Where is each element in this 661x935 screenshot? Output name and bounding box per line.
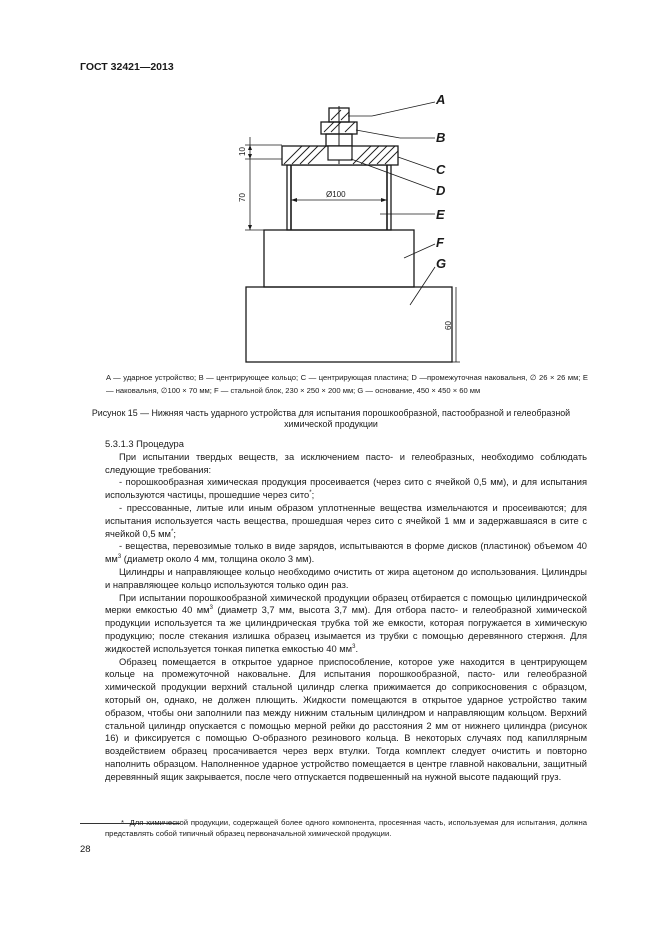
label-a: A <box>436 92 446 107</box>
label-b: B <box>436 130 446 145</box>
label-g: G <box>436 256 447 271</box>
dim-10: 10 <box>238 147 247 156</box>
paragraph-5: Цилиндры и направляющее кольцо необходимо очистить от жира ацетоном до использования. Цилиндры и направляющее кольцо используются только один раз. <box>105 566 587 590</box>
page-header: ГОСТ 32421—2013 <box>80 61 174 73</box>
paragraph-3: - прессованные, литые или иным образом уплотненные вещества измельчаются и просеиваются; для испытания используется часть вещества, прошедшая через сито с ячейкой 1 мм и задержавшаяся в сите с ячейкой 0,5 мм*; <box>105 502 587 539</box>
paragraph-7: Образец помещается в открытое ударное приспособление, которое уже находится в центрирующем кольце на промежуточной наковальне. Для испытания порошкообразной, пасто- или гелеобразной химической продукции верхний стальной цилиндр слегка прижимается до соприкосновения с образцом, который он, однако, не должен плющить. Жидкости помещаются в открытое ударное устройство таким образом, чтобы они заполнили паз между нижним стальным цилиндром и направляющим кольцом. Верхний стальной цилиндр опускается с помощью мерной рейки до расстояния 2 мм от нижнего цилиндра (рисунок 16) и фиксируется с помощью О-образного резинового кольца. В некоторых случаях под капиллярным воздействием образец просачивается через верх втулки. Тогда комплект следует очистить и повторно наполнить образцом. Наполненное ударное устройство помещается в центре главной наковальни, защитный деревянный ящик закрывается, после чего отпускается подвешенный на нужной высоте падающий груз. <box>105 656 587 782</box>
intermediate-anvil-d <box>328 146 352 160</box>
paragraph-1: При испытании твердых веществ, за исключением пасто- и гелеобразных, необходимо соблюдать следующие требования: <box>105 451 587 475</box>
dim-60: 60 <box>444 321 453 330</box>
label-e: E <box>436 207 445 222</box>
footnote: * Для химической продукции, содержащей более одного компонента, просеянная часть, используемая для испытания, должна представлять собой типичный образец первоначальной химической продукции. <box>105 818 587 838</box>
dim-diameter: Ø100 <box>326 190 346 199</box>
label-d: D <box>436 183 446 198</box>
figure-15-drawing <box>0 0 661 370</box>
figure-caption: Рисунок 15 — Нижняя часть ударного устройства для испытания порошкообразной, пастообразной и гелеобразной химической продукции <box>91 408 571 429</box>
figure-legend: A — ударное устройство; B — центрирующее кольцо; C — центрирующая пластина; D —промежуточная наковальня, ∅ 26 × 26 мм; E — наковальня, ∅100 × 70 мм; F — стальной блок, 230 × 250 × 200 мм; G — основание, 450 × 450 × 60 мм <box>106 373 588 395</box>
body-text <box>105 438 587 784</box>
paragraph-4: - вещества, перевозимые только в виде зарядов, испытываются в форме дисков (пластинок) объемом 40 $мм^3$ (диаметр около 4 мм, толщина около 3 мм). <box>105 541 587 565</box>
paragraph-2: - порошкообразная химическая продукция просеивается (через сито с ячейкой 0,5 мм), и для испытания используются частицы, прошедшие через сито*; <box>105 477 587 501</box>
steel-block-f <box>264 230 414 287</box>
page-number: 28 <box>80 844 91 855</box>
label-f: F <box>436 235 444 250</box>
section-heading: 5.3.1.3 Процедура <box>105 439 184 449</box>
label-c: C <box>436 162 446 177</box>
paragraph-6: При испытании порошкообразной химической продукции образец отбирается с помощью цилиндрической мерки емкостью 40 $мм^3$ (диаметр 3,7 мм, высота 3,7 мм). Для отбора пасто- и гелеобразной химической продукции используется та же цилиндрическая трубка той же емкости, которая погружается в химическую продукцию; после стекания излишка образец изымается из трубки с помощью деревянного стержня. Для жидкостей используется тонкая пипетка емкостью 40 $мм^3$. <box>105 592 587 654</box>
dim-70: 70 <box>238 193 247 202</box>
base-g <box>246 287 452 362</box>
